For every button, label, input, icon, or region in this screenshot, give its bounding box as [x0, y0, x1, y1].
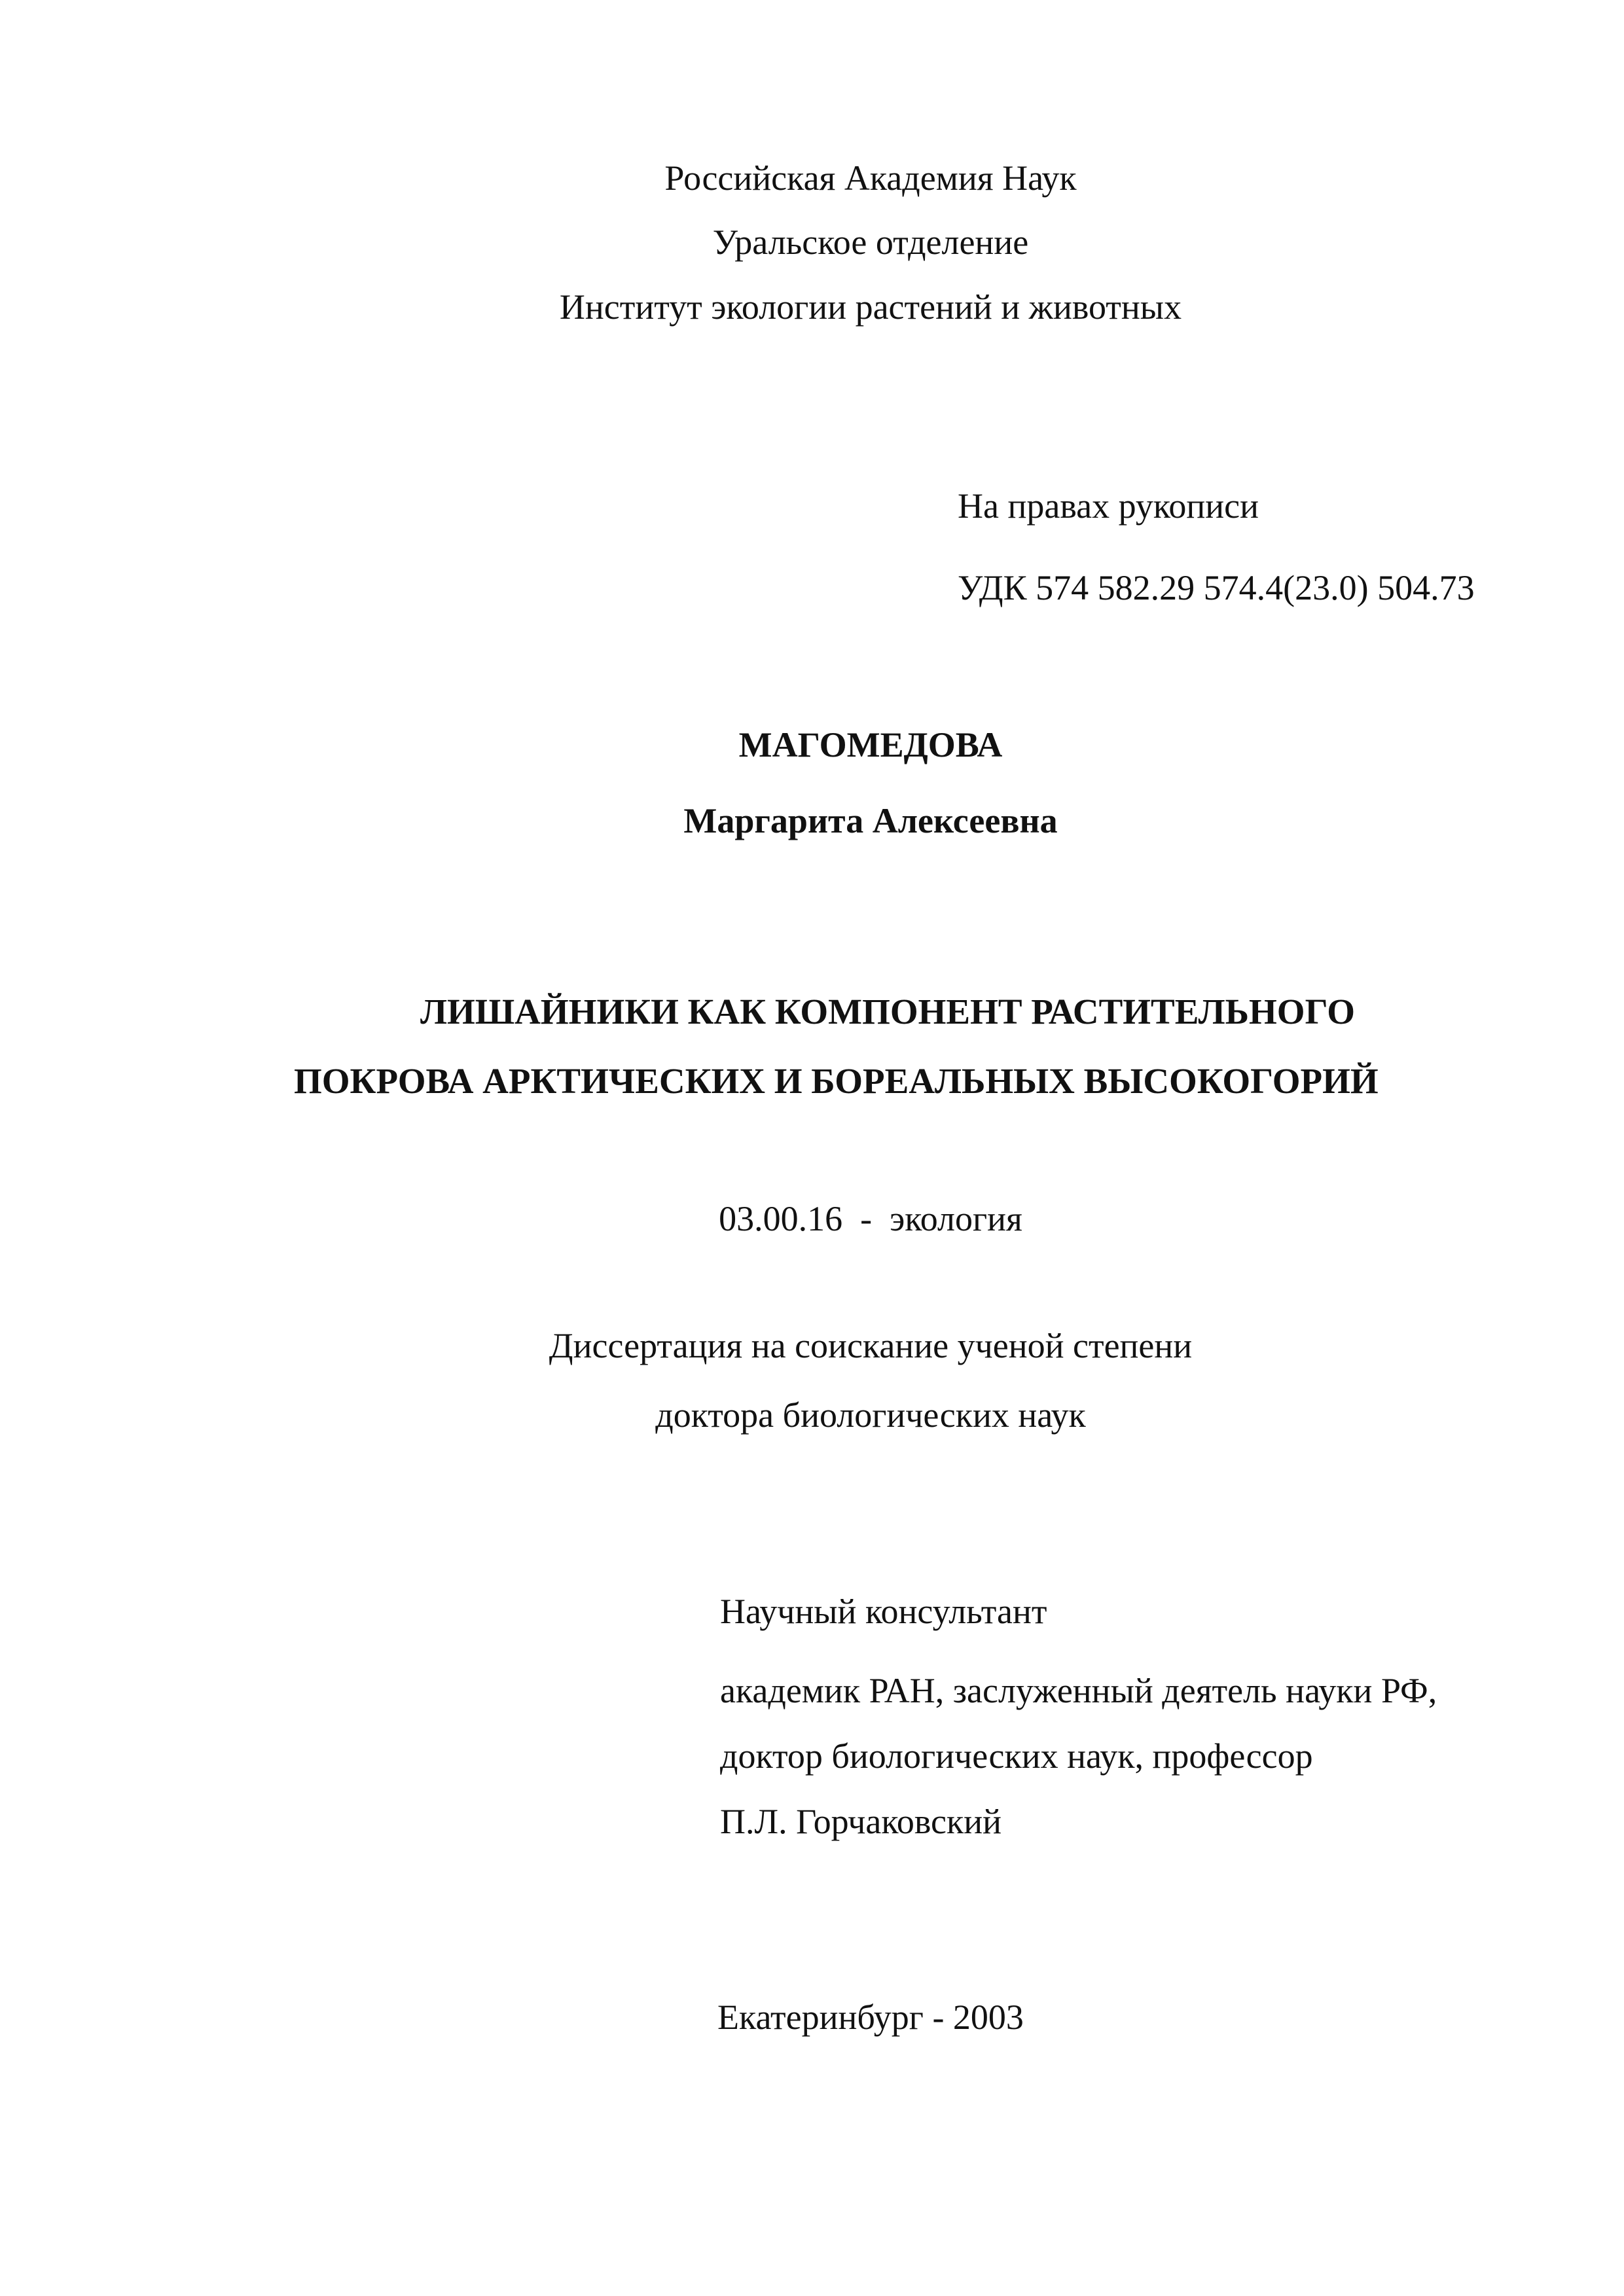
author-surname: МАГОМЕДОВА — [738, 725, 1003, 764]
institute-name: Институт экологии растений и животных — [559, 287, 1182, 327]
dissertation-title-line-1: ЛИШАЙНИКИ КАК КОМПОНЕНТ РАСТИТЕЛЬНОГО — [420, 992, 1355, 1031]
udc-code: УДК 574 582.29 574.4(23.0) 504.73 — [958, 568, 1475, 607]
manuscript-rights: На правах рукописи — [958, 486, 1259, 526]
consultant-title-line-2: доктор биологических наук, профессор — [720, 1736, 1313, 1776]
degree-line-2: доктора биологических наук — [655, 1395, 1086, 1435]
city-year: Екатеринбург - 2003 — [717, 1998, 1024, 2037]
author-given-names: Маргарита Алексеевна — [683, 801, 1058, 840]
consultant-label: Научный консультант — [720, 1592, 1047, 1631]
consultant-title-line-1: академик РАН, заслуженный деятель науки РФ, — [720, 1671, 1437, 1710]
academy-name: Российская Академия Наук — [664, 158, 1077, 198]
branch-name: Уральское отделение — [712, 223, 1029, 262]
degree-line-1: Диссертация на соискание ученой степени — [549, 1326, 1193, 1365]
specialty-code: 03.00.16 - экология — [719, 1199, 1022, 1238]
consultant-name: П.Л. Горчаковский — [720, 1802, 1002, 1841]
dissertation-title-line-2: ПОКРОВА АРКТИЧЕСКИХ И БОРЕАЛЬНЫХ ВЫСОКОГОРИЙ — [294, 1061, 1379, 1101]
